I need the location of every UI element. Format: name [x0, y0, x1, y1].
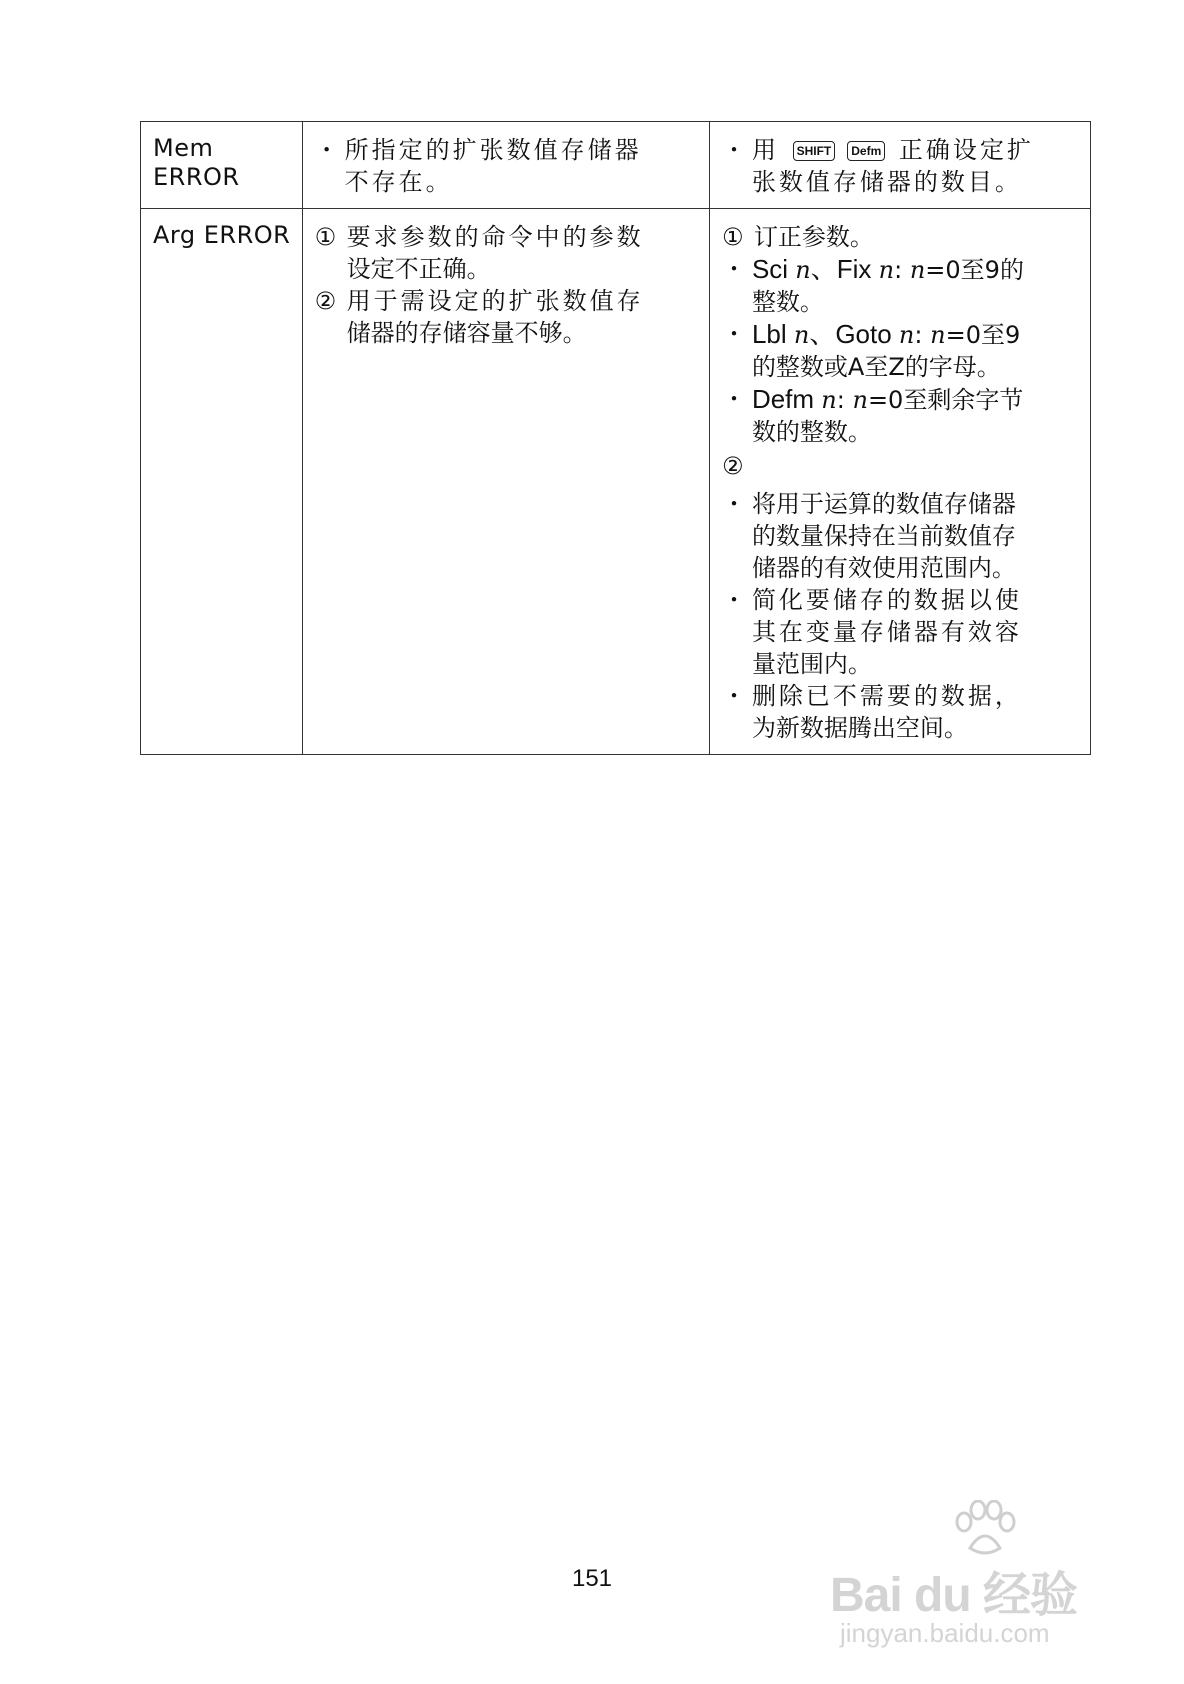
circled-number: ②: [721, 452, 744, 480]
list-item: ・ Sci n、Fix n: n=0至9的 整数。: [721, 254, 1024, 316]
list-item: ・ 简化要储存的数据以使 其在变量存储器有效容 量范围内。: [721, 586, 1022, 678]
list-item: ① 要求参数的命令中的参数 设定不正确。: [314, 223, 644, 283]
error-name: Mem: [153, 134, 214, 162]
bullet: ・: [721, 490, 746, 518]
cause-cell: [302, 209, 709, 755]
bullet: ・: [721, 136, 746, 164]
error-name-cell: [141, 209, 303, 755]
circled-number: ①: [721, 223, 744, 251]
list-item: ・ Defm n: n=0至剩余字节 数的整数。: [721, 384, 1024, 446]
list-item: ・ 将用于运算的数值存储器 的数量保持在当前数值存 储器的有效使用范围内。: [721, 490, 1016, 582]
bullet: ・: [721, 320, 746, 348]
list-item: ② 用于需设定的扩张数值存 储器的存储容量不够。: [314, 287, 644, 347]
circled-number: ①: [314, 223, 337, 251]
circled-number: ②: [314, 287, 337, 315]
baidu-jingyan-watermark: [830, 1500, 1130, 1660]
list-item: ・ 所指定的扩张数值存储器 不存在。: [314, 136, 642, 196]
list-item: ・ Lbl n、Goto n: n=0至9 的整数或A至Z的字母。: [721, 319, 1021, 381]
watermark-brand: Bai du 经验: [830, 1569, 1078, 1622]
watermark-url: jingyan.baidu.com: [840, 1618, 1050, 1648]
table-row: [141, 209, 1091, 755]
error-table: [140, 121, 1091, 755]
bullet: ・: [721, 255, 746, 283]
list-item: ・ 用 SHIFT Defm 正确设定扩 张数值存储器的数目。: [721, 136, 1034, 196]
error-name: ERROR: [153, 163, 240, 191]
bullet: ・: [721, 586, 746, 614]
action-cell: [709, 122, 1090, 209]
action-cell: [709, 209, 1090, 755]
shift-key-icon: SHIFT: [793, 141, 836, 161]
table-row: [141, 122, 1091, 209]
page-number: 151: [571, 1565, 613, 1592]
paw-icon: [950, 1500, 1020, 1560]
list-item: [722, 450, 1080, 482]
error-name: Arg ERROR: [153, 221, 291, 249]
bullet: ・: [314, 136, 339, 164]
bullet: ・: [721, 682, 746, 710]
list-item: ・ 删除已不需要的数据， 为新数据腾出空间。: [721, 682, 1022, 742]
cause-cell: [302, 122, 709, 209]
bullet: ・: [721, 385, 746, 413]
error-name-cell: [141, 122, 303, 209]
defm-key-icon: Defm: [847, 141, 885, 161]
list-item: ① 订正参数。: [721, 223, 874, 251]
